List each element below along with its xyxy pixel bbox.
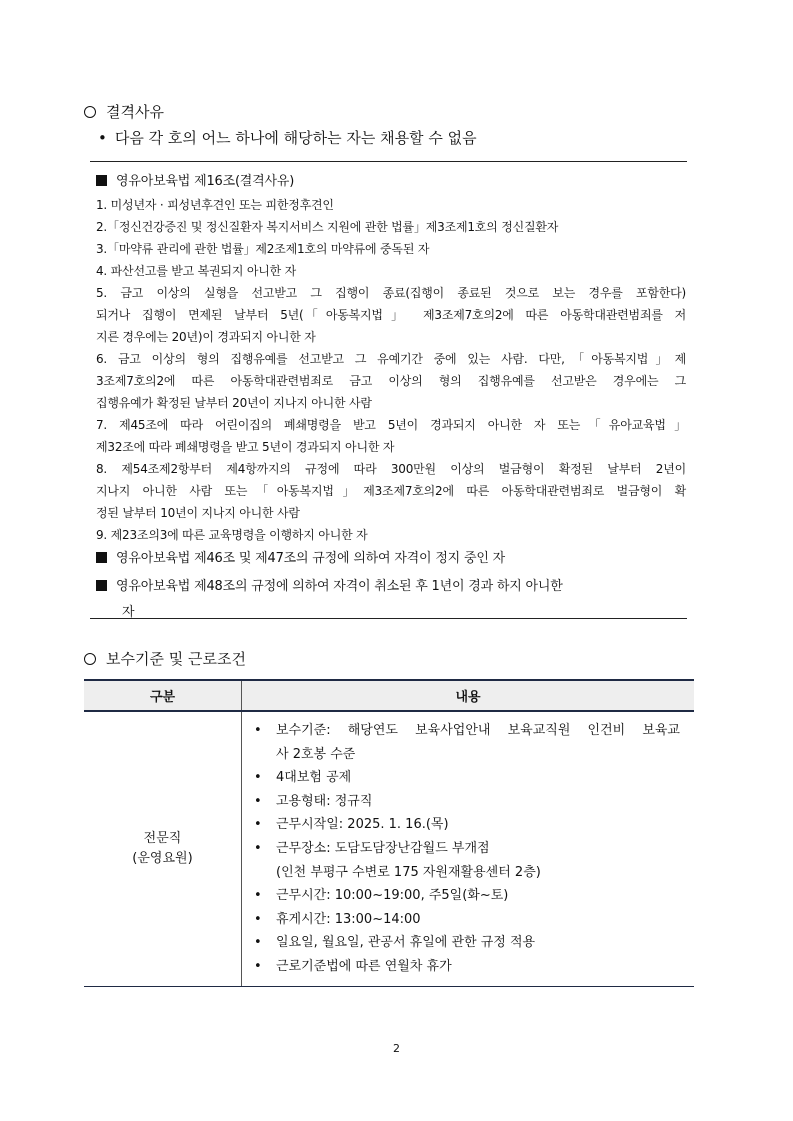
square-bullet-icon xyxy=(96,552,107,563)
table-row xyxy=(84,711,694,986)
bullet-text: 다음 각 호의 어느 하나에 해당하는 자는 채용할 수 없음 xyxy=(114,129,477,147)
bullet-dot-icon: • xyxy=(254,793,262,809)
list-item-text: 근무시간: 10:00~19:00, 주5일(화~토) xyxy=(276,888,509,904)
list-item-text: 보수기준: 해당연도 보육사업안내 보육교직원 인건비 보육교 xyxy=(276,723,680,738)
law-excerpt-box xyxy=(96,172,686,626)
law-box-top-rule xyxy=(90,161,687,162)
law-extra-item: 영유아보육법 제46조 및 제47조의 규정에 의하여 자격이 정지 중인 자 xyxy=(96,546,686,572)
section-heading-disqualification xyxy=(84,101,164,122)
law-line: 지른 경우에는 20년)이 경과되지 아니한 자 xyxy=(96,330,316,344)
law-line: 지나지 아니한 사람 또는「아동복지법」제3조제7호의2에 따른 아동학대관련범죄로 벌금형이 확 xyxy=(96,484,686,498)
list-item xyxy=(254,955,680,979)
column-header-content: 내용 xyxy=(242,680,695,711)
law-line: 2.「정신건강증진 및 정신질환자 복지서비스 지원에 관한 법률」제3조제1호의 정신질환자 xyxy=(96,220,559,234)
list-item-text: 고용형태: 정규직 xyxy=(276,793,373,809)
square-bullet-icon xyxy=(96,580,107,591)
law-line: 4. 파산선고를 받고 복권되지 아니한 자 xyxy=(96,264,297,278)
list-item-text: 근무장소: 도담도담장난감월드 부개점 xyxy=(276,840,490,856)
circle-bullet-icon xyxy=(84,106,96,118)
list-item xyxy=(254,837,680,861)
page-number: 2 xyxy=(393,1042,400,1055)
law-line: 3조제7호의2에 따른 아동학대관련범죄로 금고 이상의 형의 집행유예를 선고받은 경우에는 그 xyxy=(96,374,686,388)
list-item-text-continued: 사 2호봉 수준 xyxy=(276,746,356,762)
list-item-text: 일요일, 월요일, 관공서 휴일에 관한 규정 적용 xyxy=(276,935,536,951)
list-item xyxy=(254,931,680,955)
content-cell xyxy=(242,711,695,986)
law-line: 3.「마약류 관리에 관한 법률」제2조제1호의 마약류에 중독된 자 xyxy=(96,242,430,256)
circle-bullet-icon xyxy=(84,653,96,665)
list-item-text: 근로기준법에 따른 연월차 휴가 xyxy=(276,958,452,974)
list-item xyxy=(254,719,680,766)
table-header-row xyxy=(84,680,694,711)
law-line: 5. 금고 이상의 실형을 선고받고 그 집행이 종료(집행이 종료된 것으로 보는 경우를 포함한다) xyxy=(96,286,686,300)
list-item-subline: (인천 부평구 수변로 175 자원재활용센터 2층) xyxy=(276,864,541,880)
list-item xyxy=(254,813,680,837)
law-line: 정된 날부터 10년이 지나지 아니한 사람 xyxy=(96,506,300,520)
bullet-dot-icon: • xyxy=(254,723,262,738)
bullet-dot-icon: • xyxy=(254,770,262,786)
list-item xyxy=(254,884,680,908)
bullet-dot-icon: • xyxy=(254,958,262,974)
law-line: 제32조에 따라 폐쇄명령을 받고 5년이 경과되지 아니한 자 xyxy=(96,440,395,454)
section-heading-pay-conditions xyxy=(84,648,246,669)
law-line: 8. 제54조제2항부터 제4항까지의 규정에 따라 300만원 이상의 벌금형이 확정된 날부터 2년이 xyxy=(96,462,686,476)
list-item-text: 4대보험 공제 xyxy=(276,770,352,786)
section-title: 결격사유 xyxy=(106,103,164,121)
bullet-dot-icon: • xyxy=(98,129,107,147)
law-line: 9. 제23조의3에 따른 교육명령을 이행하지 아니한 자 xyxy=(96,528,368,542)
list-item xyxy=(254,908,680,932)
list-item xyxy=(254,766,680,790)
bullet-dot-icon: • xyxy=(254,817,262,833)
law-line: 6. 금고 이상의 형의 집행유예를 선고받고 그 유예기간 중에 있는 사람. 다만,「아동복지법」제 xyxy=(96,352,686,366)
category-name: 전문직 xyxy=(143,830,182,846)
law-title: 영유아보육법 제16조(결격사유) xyxy=(96,172,686,192)
law-line: 되거나 집행이 면제된 날부터 5년(「아동복지법」 제3조제7호의2에 따른 아동학대관련범죄를 저 xyxy=(96,308,686,322)
category-cell xyxy=(84,711,242,986)
law-line: 1. 미성년자 · 피성년후견인 또는 피한정후견인 xyxy=(96,198,334,212)
column-header-category: 구분 xyxy=(84,680,242,711)
bullet-dot-icon: • xyxy=(254,911,262,927)
bullet-dot-icon: • xyxy=(254,840,262,856)
list-item-text: 휴게시간: 13:00~14:00 xyxy=(276,911,421,927)
bullet-statement xyxy=(98,127,477,148)
law-line: 7. 제45조에 따라 어린이집의 폐쇄명령을 받고 5년이 경과되지 아니한 자 또는「유아교육법」 xyxy=(96,418,686,432)
bullet-dot-icon: • xyxy=(254,935,262,951)
pay-conditions-table xyxy=(84,679,694,987)
law-line: 집행유예가 확정된 날부터 20년이 지나지 아니한 사람 xyxy=(96,396,372,410)
law-extra-item-continuation: 자 xyxy=(122,605,135,620)
list-item xyxy=(254,790,680,814)
section-title: 보수기준 및 근로조건 xyxy=(106,650,246,668)
law-box-bottom-rule xyxy=(90,618,687,619)
law-extra-item: 영유아보육법 제48조의 규정에 의하여 자격이 취소된 후 1년이 경과 하지 아니한 xyxy=(96,574,686,600)
bullet-dot-icon: • xyxy=(254,888,262,904)
list-item-text: 근무시작일: 2025. 1. 16.(목) xyxy=(276,817,449,833)
category-sub: (운영요원) xyxy=(132,850,193,866)
square-bullet-icon xyxy=(96,175,107,186)
